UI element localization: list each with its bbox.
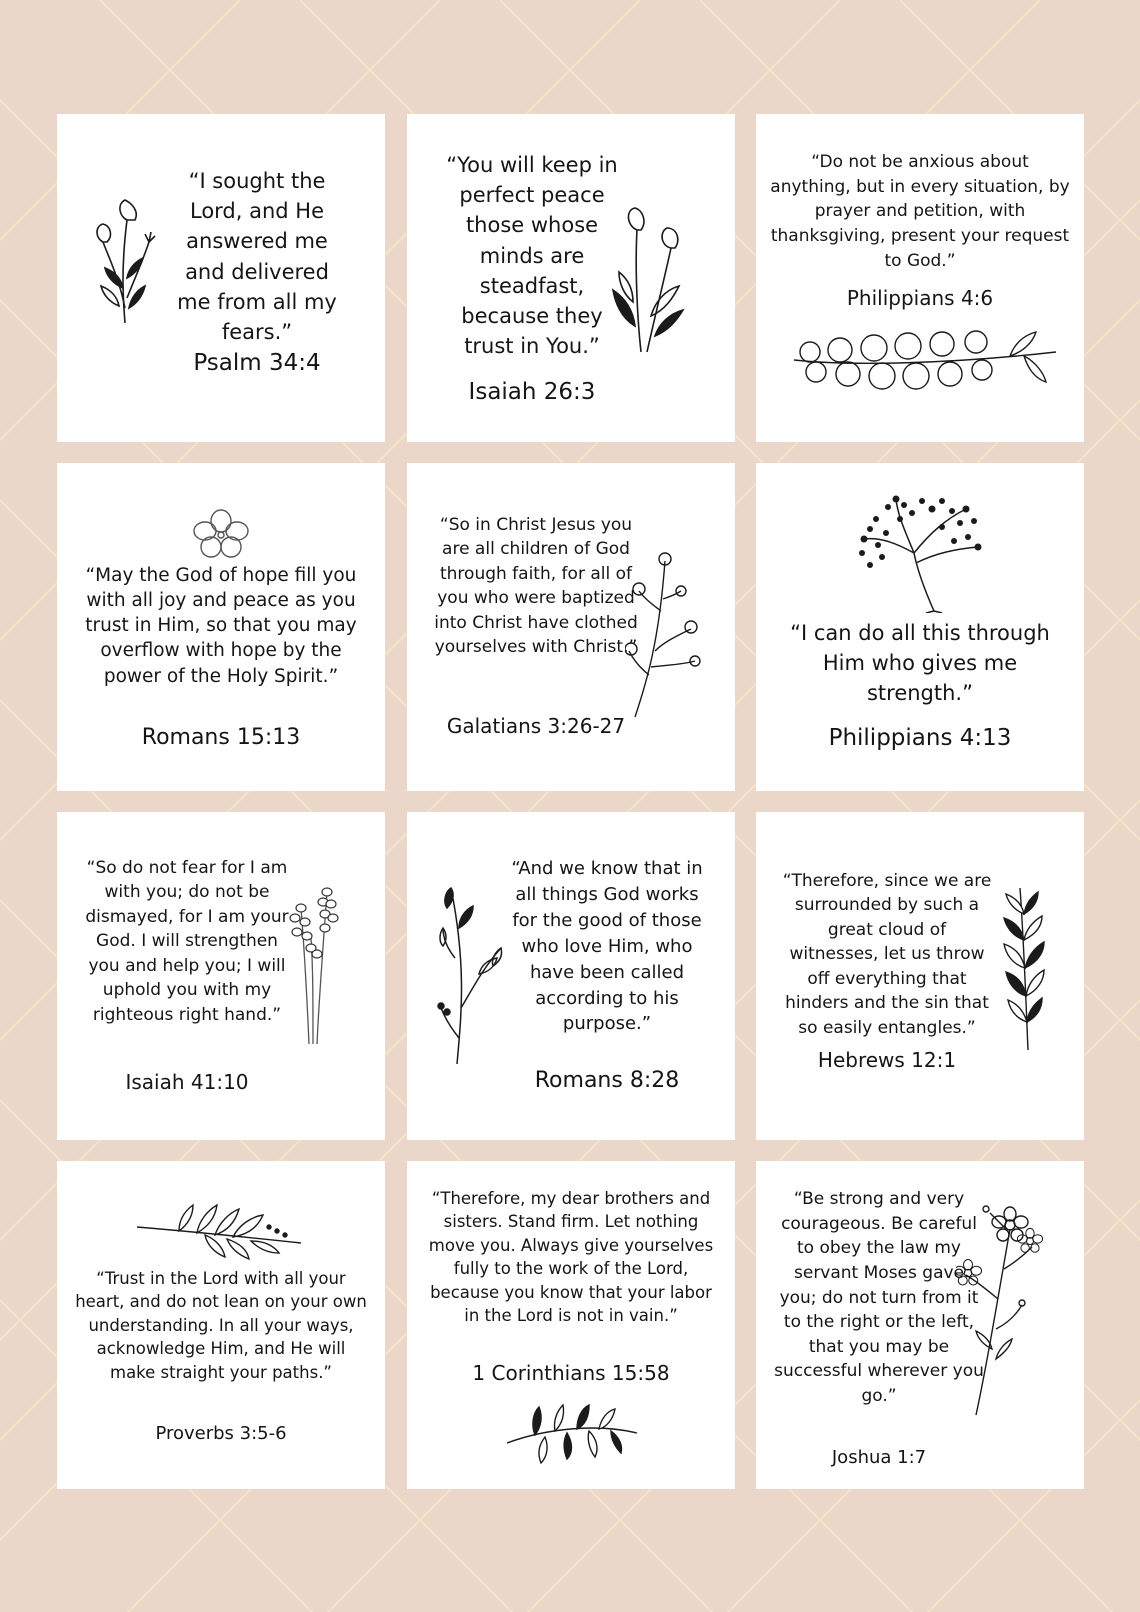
verse-card-philippians-4-6 bbox=[756, 114, 1084, 442]
verse-quote: “Therefore, my dear brothers and sisters. Stand firm. Let nothing move you. Always give yourselves fully to the work of the Lord, because you know that your labor in the Lord is not in vain.” bbox=[428, 1189, 714, 1326]
verse-card-proverbs-3-5-6 bbox=[57, 1161, 385, 1489]
verse-reference: Joshua 1:7 bbox=[831, 1447, 927, 1468]
verse-reference: Psalm 34:4 bbox=[193, 350, 321, 376]
verse-card-hebrews-12-1 bbox=[756, 812, 1084, 1140]
verse-reference: 1 Corinthians 15:58 bbox=[472, 1361, 670, 1385]
verse-quote: “Trust in the Lord with all your heart, and do not lean on your own understanding. In all your ways, acknowledge Him, and He will make straight your paths.” bbox=[75, 1269, 367, 1382]
verse-reference: Philippians 4:6 bbox=[846, 286, 994, 310]
verse-reference: Romans 8:28 bbox=[534, 1068, 680, 1093]
verse-quote: “You will keep in perfect peace those whose minds are steadfast, because they trust in You.” bbox=[446, 153, 618, 359]
olive-branch-illustration-icon bbox=[135, 1197, 305, 1267]
verse-card-1-corinthians-15-58 bbox=[407, 1161, 735, 1489]
tulip-flower-illustration-icon bbox=[89, 198, 159, 328]
verse-quote: “May the God of hope fill you with all joy and peace as you trust in Him, so that you may overflow with hope by the power of the Holy Spirit.” bbox=[85, 565, 357, 687]
verse-quote: “So do not fear for I am with you; do not be dismayed, for I am your God. I will strengthen you and help you; I will uphold you with my righteous right hand.” bbox=[85, 858, 289, 1025]
verse-reference: Isaiah 26:3 bbox=[468, 379, 596, 405]
lavender-illustration-icon bbox=[287, 878, 347, 1048]
verse-card-isaiah-41-10 bbox=[57, 812, 385, 1140]
verse-reference: Philippians 4:13 bbox=[828, 725, 1012, 751]
verse-reference: Proverbs 3:5-6 bbox=[155, 1423, 287, 1444]
verse-card-joshua-1-7 bbox=[756, 1161, 1084, 1489]
babys-breath-illustration-icon bbox=[856, 493, 986, 613]
verse-reference: Hebrews 12:1 bbox=[817, 1048, 957, 1072]
verse-card-romans-15-13 bbox=[57, 463, 385, 791]
verse-reference: Isaiah 41:10 bbox=[125, 1070, 249, 1094]
fern-sprig-illustration-icon bbox=[505, 1399, 639, 1465]
verse-quote: “I can do all this through Him who gives me strength.” bbox=[790, 621, 1050, 705]
verse-quote: “I sought the Lord, and He answered me and delivered me from all my fears.” bbox=[177, 169, 337, 345]
verse-quote: “Therefore, since we are surrounded by such a great cloud of witnesses, let us throw off everything that hinders and the sin that so easily entangles.” bbox=[782, 871, 992, 1038]
verse-quote: “Do not be anxious about anything, but in every situation, by prayer and petition, with thanksgiving, present your request to God.” bbox=[770, 152, 1070, 271]
verse-quote: “So in Christ Jesus you are all children of God through faith, for all of you who were baptized into Christ have clothed yourselves with Christ.” bbox=[434, 515, 638, 658]
verse-quote: “And we know that in all things God works for the good of those who love Him, who have been called according to his purpose.” bbox=[511, 858, 703, 1035]
verse-card-romans-8-28 bbox=[407, 812, 735, 1140]
fern-leaf-illustration-icon bbox=[1002, 884, 1052, 1054]
verse-reference: Romans 15:13 bbox=[141, 725, 301, 750]
verse-card-isaiah-26-3 bbox=[407, 114, 735, 442]
eucalyptus-branch-illustration-icon bbox=[790, 326, 1060, 402]
verse-quote: “Be strong and very courageous. Be careful to obey the law my servant Moses gave you; do not turn from it to the right or the left, that you may be successful wherever you go.” bbox=[774, 1189, 984, 1407]
verse-card-galatians-3-26-27 bbox=[407, 463, 735, 791]
verse-card-philippians-4-13 bbox=[756, 463, 1084, 791]
leafy-branch-illustration-icon bbox=[437, 878, 507, 1068]
five-petal-flower-icon bbox=[191, 509, 251, 559]
verse-card-psalm-34-4 bbox=[57, 114, 385, 442]
verse-reference: Galatians 3:26-27 bbox=[446, 714, 626, 738]
